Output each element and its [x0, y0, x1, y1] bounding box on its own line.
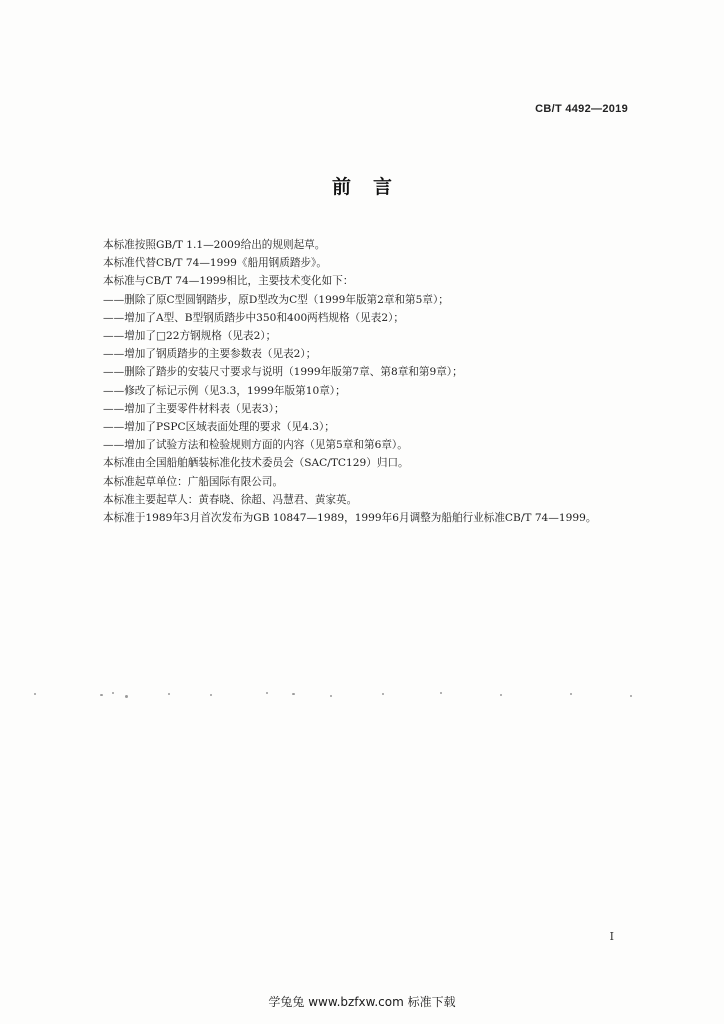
paragraph-drafters: 本标准主要起草人：黄春晓、徐超、冯慧君、黄家英。 — [103, 493, 358, 506]
change-item: ——增加了□22方钢规格（见表2）； — [103, 330, 277, 343]
change-item: ——增加了试验方法和检验规则方面的内容（见第5章和第6章）。 — [103, 439, 408, 452]
paragraph-changes-intro: 本标准与CB/T 74—1999相比，主要技术变化如下： — [103, 275, 354, 288]
paragraph-history: 本标准于1989年3月首次发布为GB 10847—1989，1999年6月调整为船舶行业标准CB/T 74—1999。 — [103, 512, 597, 525]
change-item: ——增加了PSPC区域表面处理的要求（见4.3）； — [103, 421, 335, 434]
scan-noise — [30, 690, 670, 698]
change-item: ——增加了A型、B型钢质踏步中350和400两档规格（见表2）； — [103, 311, 404, 324]
paragraph-drafting-unit: 本标准起草单位：广船国际有限公司。 — [103, 475, 284, 488]
change-item: ——增加了钢质踏步的主要参数表（见表2）； — [103, 348, 317, 361]
foreword-body — [103, 236, 663, 527]
change-item: ——删除了踏步的安装尺寸要求与说明（1999年版第7章、第8章和第9章）； — [103, 366, 463, 379]
change-item: ——增加了主要零件材料表（见表3）； — [103, 402, 285, 415]
page-number: I — [609, 930, 614, 943]
paragraph-drafting-rules: 本标准按照GB/T 1.1—2009给出的规则起草。 — [103, 239, 326, 251]
change-item: ——修改了标记示例（见3.3，1999年版第10章）； — [103, 384, 346, 397]
watermark-footer: 学兔兔 www.bzfxw.com 标准下载 — [268, 995, 456, 1009]
paragraph-committee: 本标准由全国船舶舾装标准化技术委员会（SAC/TC129）归口。 — [103, 457, 409, 470]
change-item: ——删除了原C型圆钢踏步，原D型改为C型（1999年版第2章和第5章）； — [103, 293, 449, 306]
paragraph-replaces: 本标准代替CB/T 74—1999《船用钢质踏步》。 — [103, 257, 327, 270]
standard-number: CB/T 4492—2019 — [535, 103, 628, 115]
page-title: 前言 — [331, 176, 414, 198]
